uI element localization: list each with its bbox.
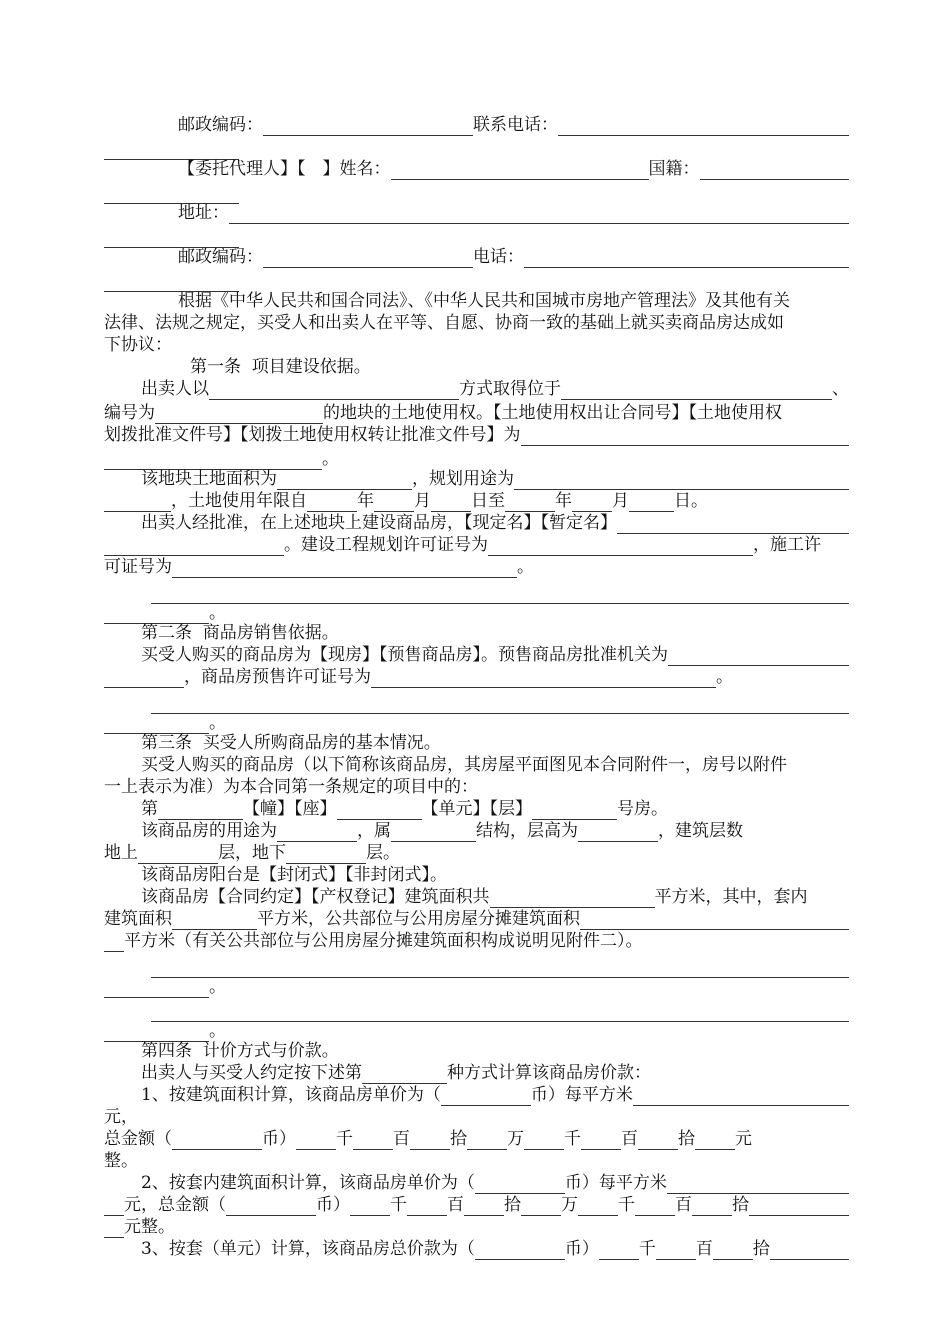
fill-in-blank[interactable] [263,249,473,268]
line-text: 根据《中华人民共和国合同法》、《中华人民共和国城市房地产管理法》及其他有关 [178,291,790,311]
line-text: 第一条 项目建设依据。 [190,357,371,377]
line-text: 万 [561,1195,578,1215]
line-text: 千 [564,1129,581,1149]
contract-line [104,554,849,578]
contract-line [104,244,849,268]
line-text: 国籍： [648,159,700,179]
line-text: 【单元】【层】 [421,799,532,819]
line-text: 百 [393,1129,410,1149]
contract-line [104,774,849,798]
line-text: 元 [735,1129,752,1149]
line-text: 该地块土地面积为 [141,469,277,489]
line-text: 。 [322,449,339,469]
fill-in-blank[interactable] [656,1241,696,1260]
contract-line [104,862,849,886]
contract-line [104,752,849,776]
line-text: 千 [618,1195,635,1215]
contract-line [104,466,849,490]
line-text: 出卖人以 [141,379,209,399]
line-text: 邮政编码： [178,247,263,267]
line-text: 出卖人经批准，在上述地块上建设商品房，【现定名】【暂定名】 [141,513,617,533]
line-text: 买受人购买的商品房为【现房】【预售商品房】。预售商品房批准机关为 [141,645,668,665]
line-text: 法律、法规之规定，买受人和出卖人在平等、自愿、协商一致的基础上就买卖商品房达成如 [104,313,784,333]
line-text: 元整。 [124,1217,175,1237]
contract-line [104,1192,849,1216]
contract-line [104,310,849,334]
fill-in-blank[interactable] [391,161,649,180]
contract-line [104,376,849,400]
line-text: 电话： [473,247,524,267]
line-text: 地址： [178,203,229,223]
contract-line [104,422,849,446]
fill-in-blank[interactable] [172,559,517,578]
line-text: 出卖人与买受人约定按下述第 [141,1063,362,1083]
contract-line [104,1148,849,1172]
line-text: 平方米（有关公共部位与公用房屋分摊建筑面积构成说明见附件二）。 [124,931,643,951]
line-text: 年 [357,491,374,511]
line-text: 建筑面积 [104,909,172,929]
line-text: 元，总金额（ [124,1195,226,1215]
contract-line [104,510,849,534]
line-text: 平方米，公共部位与公用房屋分摊建筑面积 [257,909,580,929]
line-text: 。 [209,603,226,623]
contract-line [104,840,849,864]
line-text: ，商品房预售许可证号为 [184,667,371,687]
line-text: ，施工许 [753,535,821,555]
line-text: 编号为 [104,403,155,423]
line-text: 拾 [504,1195,521,1215]
line-text: ，建筑层数 [658,821,743,841]
contract-line [104,1038,849,1062]
contract-line [104,730,849,754]
contract-line [104,974,849,998]
line-text: 。 [517,557,534,577]
fill-in-blank[interactable] [713,1241,753,1260]
fill-in-blank[interactable] [558,117,849,136]
contract-line [104,532,849,556]
fill-in-blank[interactable] [700,161,850,180]
fill-in-blank[interactable] [104,669,184,688]
line-text: ，土地使用年限自 [171,491,307,511]
line-text: ，属 [357,821,391,841]
fill-in-blank[interactable] [561,381,832,400]
line-text: 拾 [450,1129,467,1149]
line-text: 一上表示为准）为本合同第一条规定的项目中的： [104,777,478,797]
line-text: 第二条 商品房销售依据。 [141,623,339,643]
fill-in-blank[interactable] [524,249,849,268]
line-text: 币） [316,1195,350,1215]
line-text: 拾 [678,1129,695,1149]
line-text: 币） [262,1129,296,1149]
line-text: 2、按套内建筑面积计算，该商品房单价为（ [141,1173,475,1193]
contract-line [104,928,849,952]
contract-line [104,1060,849,1084]
line-text: 该商品房阳台是【封闭式】【非封闭式】。 [141,865,447,885]
fill-in-blank[interactable] [475,1241,565,1260]
line-text: 第四条 计价方式与价款。 [141,1041,339,1061]
line-text: 结构，层高为 [476,821,578,841]
line-text: 总金额（ [104,1129,172,1149]
line-text: 元， [104,1107,138,1127]
line-text: 千 [638,1239,656,1259]
fill-in-blank[interactable] [263,117,473,136]
line-text: 。 [209,1021,226,1041]
contract-line [104,156,849,180]
line-text: 日。 [674,491,708,511]
contract-line [104,112,849,136]
contract-line [104,1126,849,1150]
line-text: 。建设工程规划许可证号为 [284,535,488,555]
line-text: 下协议： [104,335,172,355]
fill-in-blank[interactable] [104,933,124,952]
line-text: 千 [336,1129,353,1149]
fill-in-blank[interactable] [209,381,459,400]
line-text: 百 [675,1195,692,1215]
line-text: 百 [621,1129,638,1149]
line-text: 联系电话： [473,115,558,135]
line-text: 方式取得位于 [459,379,561,399]
line-text: 千 [390,1195,407,1215]
line-text: 可证号为 [104,557,172,577]
fill-in-blank[interactable] [599,1241,639,1260]
contract-line [104,332,849,356]
line-text: 月 [414,491,431,511]
contract-line [104,642,849,666]
line-text: 平方米，其中，套内 [654,887,808,907]
line-text: 号房。 [617,799,668,819]
line-text: 【委托代理人】【 】姓名： [178,159,391,179]
line-text: 整。 [104,1151,138,1171]
line-text: 该商品房的用途为 [141,821,277,841]
contract-line [104,884,849,908]
contract-line [104,1214,849,1238]
line-text: ，规划用途为 [412,469,514,489]
contract-line [104,488,849,512]
line-text: 百 [447,1195,464,1215]
contract-line [104,200,849,224]
contract-line [104,354,849,378]
fill-in-blank[interactable] [104,979,209,998]
line-text: 的地块的土地使用权。【土地使用权出让合同号】【土地使用权 [323,403,782,423]
fill-in-blank[interactable] [371,669,716,688]
contract-line [104,288,849,312]
fill-in-blank[interactable] [521,427,850,446]
line-text: 买受人购买的商品房（以下简称该商品房，其房屋平面图见本合同附件一，房号以附件 [141,755,787,775]
line-text: 百 [695,1239,713,1259]
contract-line [104,1082,849,1106]
contract-line [104,906,849,930]
line-text: 第 [141,799,158,819]
line-text: 层。 [366,843,400,863]
line-text: 、 [832,379,849,399]
line-text: 币）每平方米 [564,1173,667,1193]
line-text: 。 [209,713,226,733]
line-text: 1、按建筑面积计算，该商品房单价为（ [141,1085,441,1105]
line-text: 币）每平方米 [530,1085,633,1105]
contract-line [104,664,849,688]
contract-line [104,620,849,644]
line-text: 3、按套（单元）计算，该商品房总价款为（ [141,1239,475,1259]
line-text: 币） [564,1239,599,1259]
line-text: 种方式计算该商品房价款： [447,1063,651,1083]
fill-in-blank[interactable] [229,205,849,224]
line-text: 万 [507,1129,524,1149]
line-text: 层，地下 [218,843,286,863]
contract-line [104,1236,849,1260]
contract-line [104,1170,849,1194]
line-text: 年 [555,491,572,511]
line-text: 日至 [471,491,505,511]
line-text: 。 [209,977,226,997]
line-text: 拾 [752,1239,770,1259]
line-text: 划拨批准文件号】【划拨土地使用权转让批准文件号】为 [104,425,521,445]
line-text: 月 [612,491,629,511]
line-text: 拾 [732,1195,749,1215]
line-text: 地上 [104,843,138,863]
line-text: 【幢】【座】 [243,799,337,819]
line-text: 该商品房【合同约定】【产权登记】建筑面积共 [141,887,490,907]
contract-line [104,1104,849,1128]
contract-line [104,818,849,842]
line-text: 。 [716,667,733,687]
line-text: 邮政编码： [178,115,263,135]
fill-in-blank[interactable] [770,1241,849,1260]
contract-line [104,796,849,820]
line-text: 第三条 买受人所购商品房的基本情况。 [141,733,441,753]
contract-line [104,400,849,424]
